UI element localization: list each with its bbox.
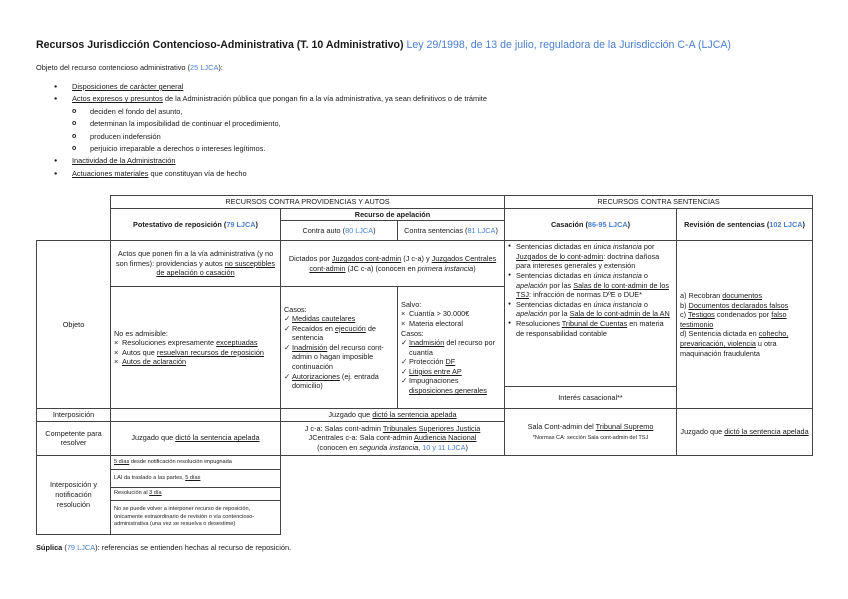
footer-suplica: Súplica (79 LJCA): referencias se entienden hechas al recurso de reposición. — [36, 543, 292, 552]
empty-corner — [37, 196, 111, 209]
salvo-label: Salvo: — [401, 299, 422, 309]
sentencias-ref-link[interactable]: 81 LJCA — [467, 225, 496, 235]
suplica-label: Súplica — [36, 543, 63, 552]
reposicion-interposicion — [111, 409, 281, 422]
empty-corner — [37, 208, 111, 221]
casacion-objeto — [505, 241, 677, 387]
interes-casacional: Interés casacional** — [505, 387, 677, 409]
col-revision: Revisión de sentencias (102 LJCA) — [677, 208, 813, 241]
bullet-actos-rest: de la Administración pública que pongan fin a la vía administrativa, ya sean definitivos o de trámite — [162, 94, 487, 104]
reposicion-objeto-bottom — [111, 287, 281, 409]
reposicion-ref-link[interactable]: 79 LJCA — [226, 219, 256, 229]
apelacion-objeto-top: Dictados por Juzgados cont-admin (J c-a) y Juzgados Centrales cont-admin (JC c-a) (conocen en primera instancia) — [281, 241, 505, 287]
revision-a: a) Recobran documentos — [680, 291, 762, 301]
empty-area — [281, 455, 813, 534]
title-main: Recursos Jurisdicción Contencioso-Administrativa (T. 10 Administrativo) — [36, 39, 404, 51]
revision-competente: Juzgado que dictó la sentencia apelada — [677, 409, 813, 456]
list-item: ✓ Litigios entre AP — [401, 367, 501, 377]
header-sentencias: RECURSOS CONTRA SENTENCIAS — [505, 196, 813, 209]
list-item: ✓ Impugnaciones disposiciones generales — [401, 376, 501, 395]
list-item: ✓ Inadmisión del recurso por cuantía — [401, 338, 501, 357]
intro-ref-link[interactable]: 25 LJCA — [190, 63, 219, 72]
revision-objeto — [677, 241, 813, 409]
notif-step-3: Resolución al 3 día — [111, 487, 281, 500]
list-item — [72, 93, 812, 155]
reposicion-objeto-top: Actos que ponen fin a la vía administrativa (y no son firmes): providencias y autos no susceptibles de apelación o casación — [111, 241, 281, 287]
recursos-table — [36, 195, 813, 535]
col-casacion: Casación (86-95 LJCA) — [505, 208, 677, 241]
revision-ref-link[interactable]: 102 LJCA — [769, 219, 803, 229]
col-reposicion: Potestativo de reposición (79 LJCA) — [111, 208, 281, 241]
sublist-item: o determinan la imposibilidad de continuar el procedimiento, — [90, 118, 812, 130]
list-item — [72, 168, 812, 180]
list-item: ● Sentencias dictadas en única instancia o apelación por la Sala de lo cont-admin de la AN — [508, 300, 673, 319]
notif-step-2: LAI da traslado a las partes, 5 días — [111, 469, 281, 487]
bullet-disposiciones: Disposiciones de carácter general — [72, 82, 184, 91]
bullet-inactividad: Inactividad de la Administración — [72, 156, 176, 166]
list-item: × Autos de aclaración — [114, 357, 277, 367]
row-label-notificacion: Interposición y notificación resolución — [37, 455, 111, 534]
row-label-interposicion: Interposición — [37, 409, 111, 422]
list-item: ✓ Autorizaciones (ej. entrada domicilio) — [284, 372, 394, 391]
list-item: ● Sentencias dictadas en única instancia por Juzgados de lo cont-admin: doctrina dañosa para intereses generales y extensión — [508, 242, 673, 271]
reposicion-competente: Juzgado que dictó la sentencia apelada — [111, 421, 281, 455]
list-item: × Materia electoral — [401, 319, 501, 329]
no-admisible-label: No es admisible: — [114, 328, 168, 338]
col-contra-auto: Contra auto (80 LJCA) — [281, 221, 398, 241]
revision-b: b) Documentos declarados falsos — [680, 300, 789, 310]
list-item: ● Sentencias dictadas en única instancia o apelación por las Salas de lo cont-admin de los TSJ: infracción de normas DºE o DUE* — [508, 271, 673, 300]
sublist-item: o perjuicio irreparable a derechos o intereses legítimos. — [90, 143, 812, 155]
suplica-ref-link[interactable]: 79 LJCA — [66, 543, 96, 552]
list-item — [72, 81, 812, 93]
auto-ref-link[interactable]: 80 LJCA — [345, 225, 374, 235]
revision-d: d) Sentencia dictada en cohecho, prevaricación, violencia u otra maquinación fraudulenta — [680, 329, 789, 358]
apelacion-interposicion: Juzgado que dictó la sentencia apelada — [281, 409, 505, 422]
empty-corner — [37, 221, 111, 241]
row-label-objeto: Objeto — [37, 241, 111, 409]
objeto-list — [36, 81, 812, 180]
bullet-actuaciones: Actuaciones materiales — [72, 168, 149, 178]
casos-label: Casos: — [401, 328, 424, 338]
bullet-actos: Actos expresos y presuntos — [72, 94, 163, 104]
sublist-item: o deciden el fondo del asunto, — [90, 106, 812, 118]
apelacion-ref-link[interactable]: 10 y 11 LJCA — [422, 443, 466, 453]
casacion-ref-link[interactable]: 86-95 LJCA — [587, 219, 628, 229]
list-item: ✓ Inadmisión del recurso cont-admin o hagan imposible continuación — [284, 343, 394, 372]
bullet-actuaciones-rest: que constituyan vía de hecho — [148, 168, 247, 178]
title-law-link[interactable]: Ley 29/1998, de 13 de julio, reguladora de la Jurisdicción C-A (LJCA) — [406, 39, 731, 51]
row-label-competente: Competente para resolver — [37, 421, 111, 455]
col-contra-sentencias: Contra sentencias (81 LJCA) — [398, 221, 505, 241]
document-title — [36, 38, 812, 52]
header-providencias: RECURSOS CONTRA PROVIDENCIAS Y AUTOS — [111, 196, 505, 209]
casos-label: Casos: — [284, 304, 307, 314]
notif-step-4: No se puede volver a interponer recurso de reposición, únicamente extraordinario de revisión o vía contencioso-administrativa (una vez se resuelva o desestime) — [111, 500, 281, 534]
list-item: ✓ Protección DF — [401, 357, 501, 367]
col-apelacion: Recurso de apelación — [281, 208, 505, 221]
intro-end: ): — [218, 63, 223, 72]
notif-step-1: 5 días desde notificación resolución impugnada — [111, 455, 281, 469]
casacion-competente: Sala Cont-admin del Tribunal Supremo *Normas CA: sección Sala cont-admin del TSJ — [505, 409, 677, 456]
sublist-item: o producen indefensión — [90, 131, 812, 143]
actos-sublist — [72, 106, 812, 156]
list-item: × Cuantía > 30.000€ — [401, 309, 501, 319]
sentencias-casos — [398, 287, 505, 409]
intro-line — [36, 63, 812, 73]
list-item: ✓ Recaídos en ejecución de sentencia — [284, 324, 394, 343]
list-item — [72, 155, 812, 167]
auto-casos — [281, 287, 398, 409]
apelacion-competente: J c-a: Salas cont-admin Tribunales Superiores Justicia JCentrales c-a: Sala cont-admin Audiencia Nacional (conocen en segunda instancia, 10 y 11 LJCA) — [281, 421, 505, 455]
document-page — [36, 38, 812, 552]
list-item: × Autos que resuelvan recursos de reposición — [114, 348, 277, 358]
intro-text: Objeto del recurso contencioso administrativo ( — [36, 63, 191, 72]
list-item: ● Resoluciones Tribunal de Cuentas en materia de responsabilidad contable — [508, 319, 673, 338]
list-item: ✓ Medidas cautelares — [284, 314, 394, 324]
list-item: × Resoluciones expresamente exceptuadas — [114, 338, 277, 348]
revision-c: c) Testigos condenados por falso testimonio — [680, 310, 787, 329]
